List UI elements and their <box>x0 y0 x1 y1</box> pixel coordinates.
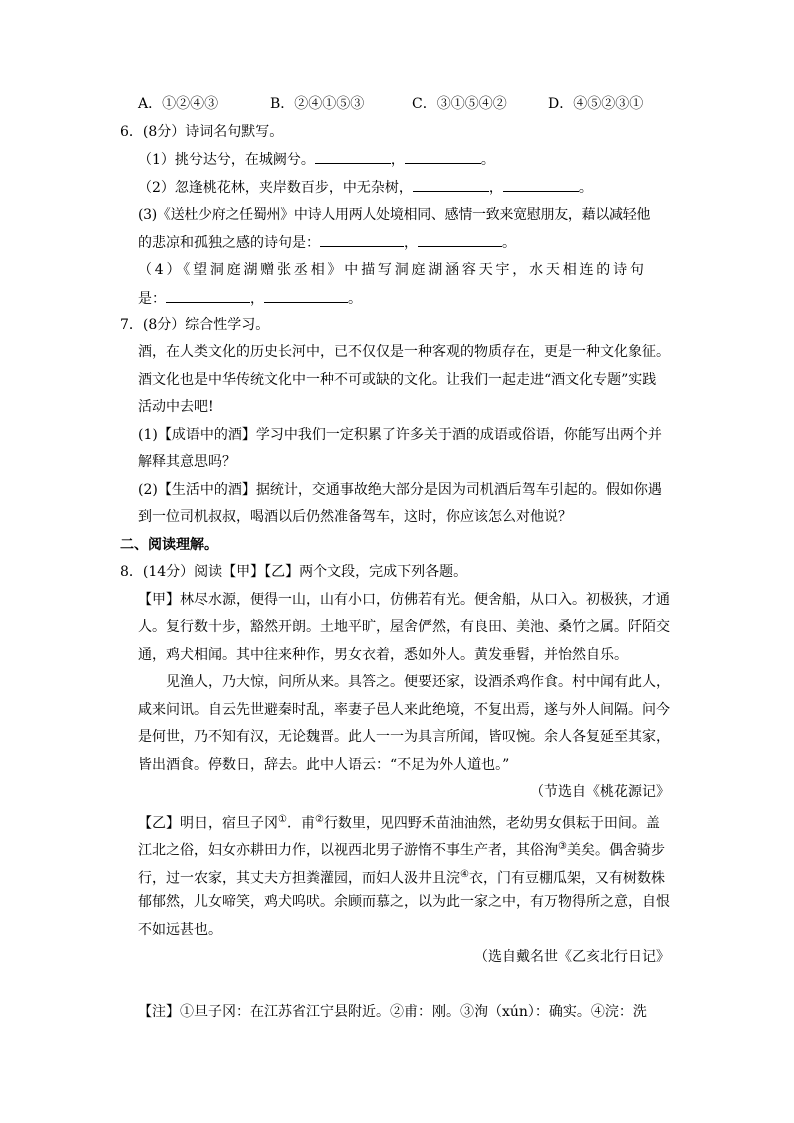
passage-jia-line: 见渔人，乃大惊，问所从来。具答之。便要还家，设酒杀鸡作食。村中闻有此人， <box>166 674 670 690</box>
answer-blank[interactable] <box>166 288 250 303</box>
passage-jia-line: 是何世，乃不知有汉，无论魏晋。此人一一为具言所闻，皆叹惋。余人各复延至其家， <box>138 729 670 745</box>
separator: ， <box>404 235 418 251</box>
q6-item2-text: （2）忽逢桃花林，夹岸数百步，中无杂树， <box>138 180 413 196</box>
section-heading: 二、阅读理解。 <box>120 537 218 553</box>
answer-blank[interactable] <box>320 232 404 247</box>
passage-yi-line: 郁郁然，儿女啼笑，鸡犬呜吠。余顾而慕之，以为此一家之中，有万物得所之意，自恨 <box>138 894 670 910</box>
passage-yi-text: 衣，门有豆棚瓜架，又有树数株 <box>468 870 665 887</box>
q6-item4-line1: （4）《望洞庭湖赠张丞相》中描写洞庭湖涵容天宇，水天相连的诗句 <box>138 262 647 278</box>
option-a: A．①②④③ <box>138 96 219 112</box>
terminator: 。 <box>348 291 362 307</box>
q6-item1-text: （1）挑兮达兮，在城阙兮。 <box>138 152 315 168</box>
answer-blank[interactable] <box>503 177 579 192</box>
separator: ， <box>390 152 405 168</box>
q6-item4-text: 是： <box>138 291 166 307</box>
q7-sub2-line2: 到一位司机叔叔，喝酒以后仍然准备驾车，这时，你应该怎么对他说？ <box>138 509 572 525</box>
passage-yi-text: ．甫 <box>286 815 315 832</box>
q6-header: 6．(8分）诗词名句默写。 <box>120 124 284 140</box>
footnote-ref: ③ <box>558 841 567 852</box>
q6-item3-line2 <box>138 232 516 252</box>
option-c: C．③①⑤④② <box>412 96 507 112</box>
terminator: 。 <box>578 180 593 196</box>
separator: ， <box>250 291 264 307</box>
passage-jia-line: 【甲】林尽水源，便得一山，山有小口，仿佛若有光。便舍船，从口入。初极狭，才通 <box>138 592 670 608</box>
terminator: 。 <box>480 152 495 168</box>
passage-yi-text: 行数里，见四野禾苗油油然，老幼男女俱耘于田间。盖 <box>323 815 660 832</box>
passage-yi-line: 不如远甚也。 <box>138 922 222 938</box>
q7-sub1-line1: (1)【成语中的酒】学习中我们一定积累了许多关于酒的成语或俗语，你能写出两个并 <box>138 427 662 443</box>
passage-jia-source: （节选自《桃花源记》 <box>530 784 670 800</box>
answer-blank[interactable] <box>264 288 348 303</box>
answer-blank[interactable] <box>315 149 391 164</box>
footnotes: 【注】①旦子冈：在江苏省江宁县附近。②甫：刚。③洵（xún）：确实。④浣：洗 <box>138 1004 647 1020</box>
q6-item3-line1: (3)《送杜少府之任蜀州》中诗人用两人处境相同、感情一致来宽慰朋友，藉以减轻他 <box>138 207 651 223</box>
passage-yi-text: 【乙】明日，宿旦子冈 <box>138 815 278 832</box>
passage-jia-line: 皆出酒食。停数日，辞去。此中人语云：“不足为外人道也。” <box>138 757 510 773</box>
q6-item4-line2 <box>138 288 362 308</box>
q7-paragraph-line: 酒，在人类文化的历史长河中，已不仅仅是一种客观的物质存在，更是一种文化象征。 <box>138 344 670 360</box>
q6-item-2 <box>138 177 593 197</box>
q7-header: 7．(8分）综合性学习。 <box>120 317 270 333</box>
separator: ， <box>488 180 503 196</box>
q8-header: 8．(14分）阅读【甲】【乙】两个文段，完成下列各题。 <box>120 564 468 580</box>
footnote-ref: ① <box>278 814 287 825</box>
answer-blank[interactable] <box>405 149 481 164</box>
q7-sub2-line1: (2)【生活中的酒】据统计，交通事故绝大部分是因为司机酒后驾车引起的。假如你遇 <box>138 482 662 498</box>
terminator: 。 <box>502 235 516 251</box>
option-b: B．②④①⑤③ <box>270 96 365 112</box>
passage-jia-line: 人。复行数十步，豁然开朗。土地平旷，屋舍俨然，有良田、美池、桑竹之属。阡陌交 <box>138 619 670 635</box>
q6-item3-text: 的悲凉和孤独之感的诗句是： <box>138 235 320 251</box>
q7-paragraph-line: 酒文化也是中华传统文化中一种不可或缺的文化。让我们一起走进“酒文化专题”实践 <box>138 372 657 388</box>
passage-yi-line <box>138 810 660 830</box>
passage-yi-line <box>138 865 665 885</box>
footnote-ref: ② <box>314 814 324 825</box>
q6-item-1 <box>138 149 495 169</box>
option-d: D．④⑤②③① <box>548 96 644 112</box>
footnote-ref: ④ <box>460 869 469 880</box>
passage-yi-source: （选自戴名世《乙亥北行日记》 <box>474 949 670 965</box>
answer-blank[interactable] <box>418 232 502 247</box>
answer-blank[interactable] <box>413 177 489 192</box>
q5-options <box>138 94 643 114</box>
passage-yi-text: 行，过一农家，其丈夫方担粪灌园，而妇人汲井且浣 <box>138 870 460 887</box>
passage-yi-text: 江北之俗，妇女亦耕田力作，以视西北男子游惰不事生产者，其俗洵 <box>138 842 558 859</box>
passage-yi-text: 美矣。偶舍骑步 <box>566 842 665 859</box>
passage-yi-line <box>138 837 665 857</box>
passage-jia-line: 咸来问讯。自云先世避秦时乱，率妻子邑人来此绝境，不复出焉，遂与外人间隔。问今 <box>138 702 670 718</box>
q7-sub1-line2: 解释其意思吗？ <box>138 454 236 470</box>
q7-paragraph-line: 活动中去吧! <box>138 399 214 415</box>
passage-jia-line: 通，鸡犬相闻。其中往来种作，男女衣着，悉如外人。黄发垂髫，并怡然自乐。 <box>138 647 628 663</box>
